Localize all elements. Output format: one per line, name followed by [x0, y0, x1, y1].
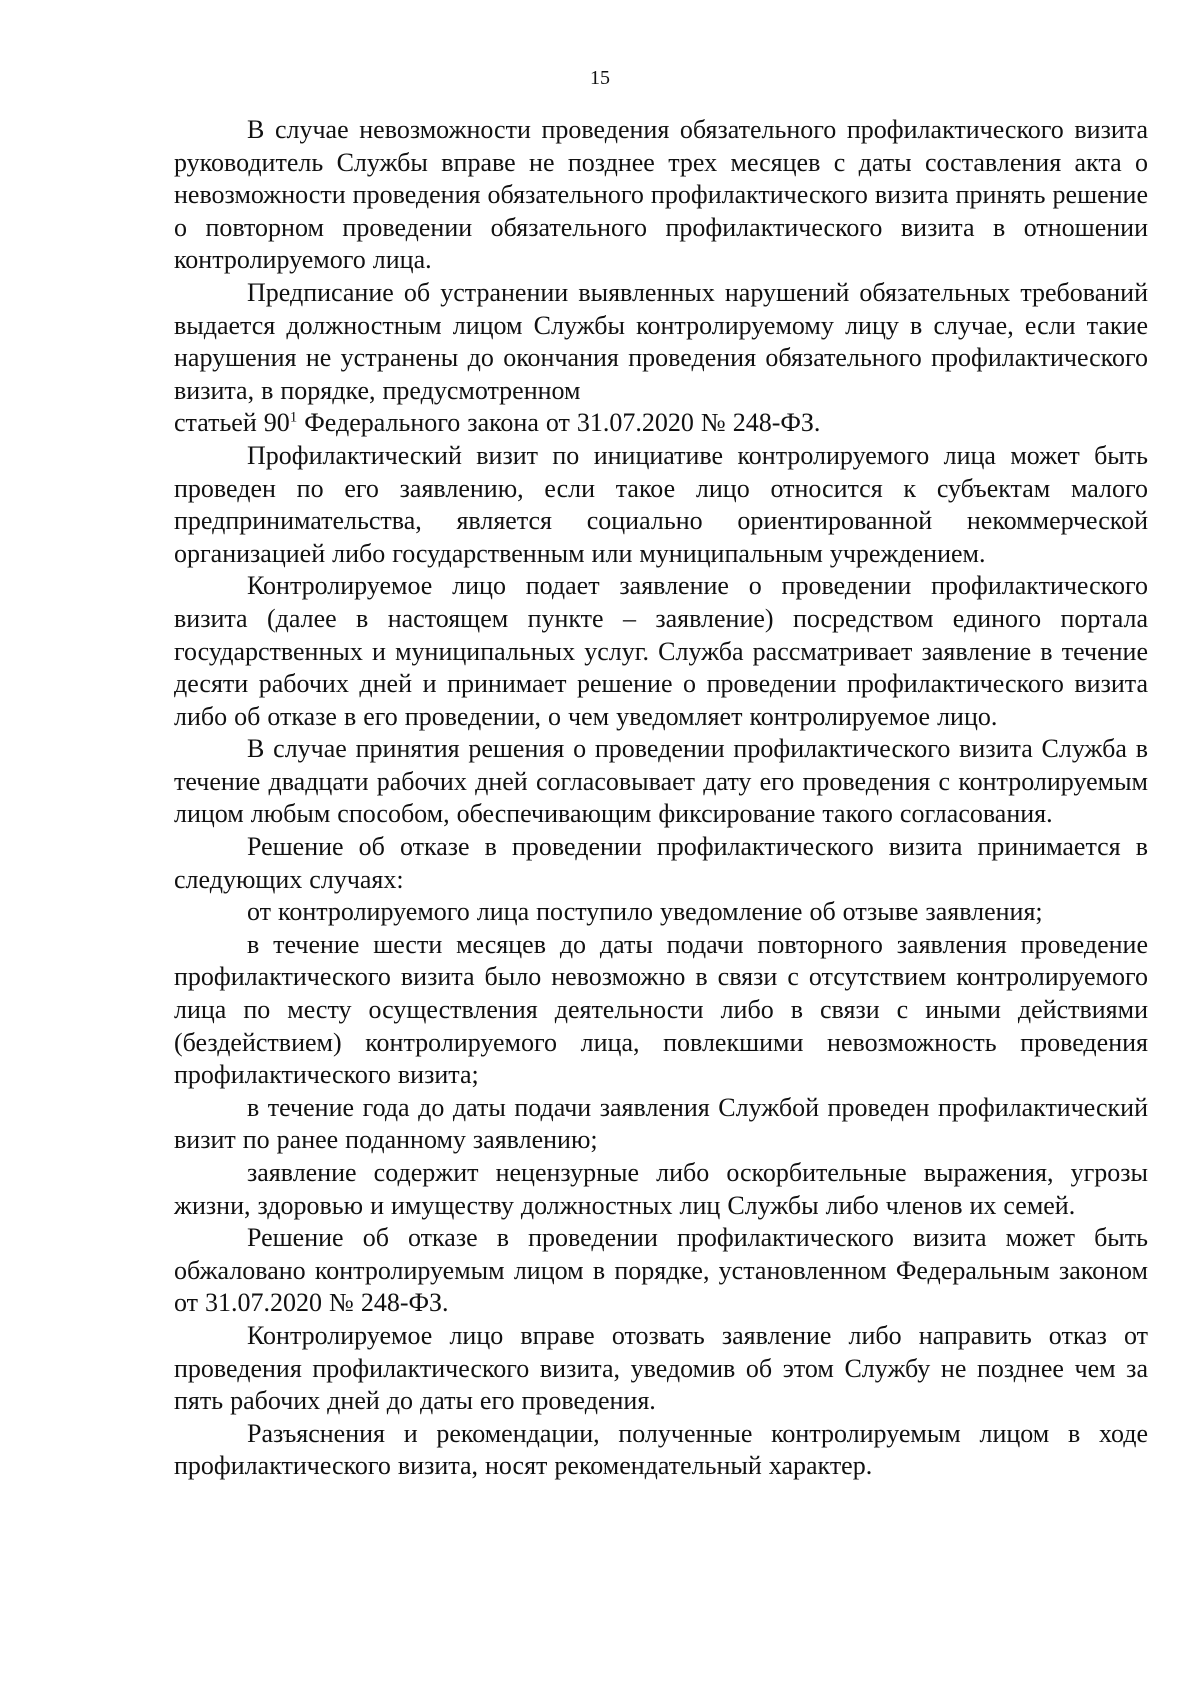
paragraph-repeat-visit: В случае невозможности проведения обязательного профилактического визита руководитель Службы вправе не позднее трех месяцев с даты составления акта о невозможности проведения обязательного профилактического визита принять решение о повторном проведении обязательного профилактического визита в отношении контролируемого лица. — [174, 115, 1148, 275]
document-body — [174, 114, 1148, 1483]
paragraph-prescription — [174, 277, 1148, 440]
list-item-withdrawal: от контролируемого лица поступило уведомление об отзыве заявления; — [247, 897, 1043, 927]
law-reference-suffix: Федерального закона от 31.07.2020 № 248-ФЗ. — [297, 408, 821, 438]
law-reference-superscript: 1 — [289, 409, 298, 426]
paragraph-date-agreement: В случае принятия решения о проведении профилактического визита Служба в течение двадцати рабочих дней согласовывает дату его проведения с контролируемым лицом любым способом, обеспечивающим фиксирование такого согласования. — [174, 734, 1148, 829]
paragraph-refusal-cases: Решение об отказе в проведении профилактического визита принимается в следующих случаях: — [174, 832, 1148, 894]
list-item-previous-visit: в течение года до даты подачи заявления Службой проведен профилактический визит по ранее поданному заявлению; — [174, 1092, 1148, 1155]
paragraph-application: Контролируемое лицо подает заявление о проведении профилактического визита (далее в настоящем пункте – заявление) посредством единого портала государственных и муниципальных услуг. Служба рассматривает заявление в течение десяти рабочих дней и принимает решение о проведении профилактического визита либо об отказе в его проведении, о чем уведомляет контролируемое лицо. — [174, 571, 1148, 731]
paragraph-withdraw-right: Контролируемое лицо вправе отозвать заявление либо направить отказ от проведения профилактического визита, уведомив об этом Службу не позднее чем за пять рабочих дней до даты его проведения. — [174, 1320, 1148, 1416]
law-reference-prefix: статьей 90 — [174, 408, 290, 438]
list-item-offensive-content: заявление содержит нецензурные либо оскорбительные выражения, угрозы жизни, здоровью и имуществу должностных лиц Службы либо членов их семей. — [174, 1158, 1148, 1220]
page-number: 15 — [590, 67, 610, 89]
list-item-absence: в течение шести месяцев до даты подачи повторного заявления проведение профилактического визита было невозможно в связи с отсутствием контролируемого лица по месту осуществления деятельности либо в связи с иными действиями (бездействием) контролируемого лица, повлекшими невозможность проведения профилактического визита; — [174, 929, 1148, 1090]
paragraph-prescription-text: Предписание об устранении выявленных нарушений обязательных требований выдается должностным лицом Службы контролируемому лицу в случае, если такие нарушения не устранены до окончания проведения обязательного профилактического визита, в порядке, предусмотренном — [174, 277, 1148, 405]
paragraph-appeal: Решение об отказе в проведении профилактического визита может быть обжаловано контролируемым лицом в порядке, установленном Федеральным законом от 31.07.2020 № 248-ФЗ. — [174, 1223, 1148, 1318]
paragraph-recommendations: Разъяснения и рекомендации, полученные контролируемым лицом в ходе профилактического визита, носят рекомендательный характер. — [174, 1418, 1148, 1481]
paragraph-initiative-visit: Профилактический визит по инициативе контролируемого лица может быть проведен по его заявлению, если такое лицо относится к субъектам малого предпринимательства, является социально ориентированной некоммерческой организацией либо государственным или муниципальным учреждением. — [174, 440, 1148, 568]
